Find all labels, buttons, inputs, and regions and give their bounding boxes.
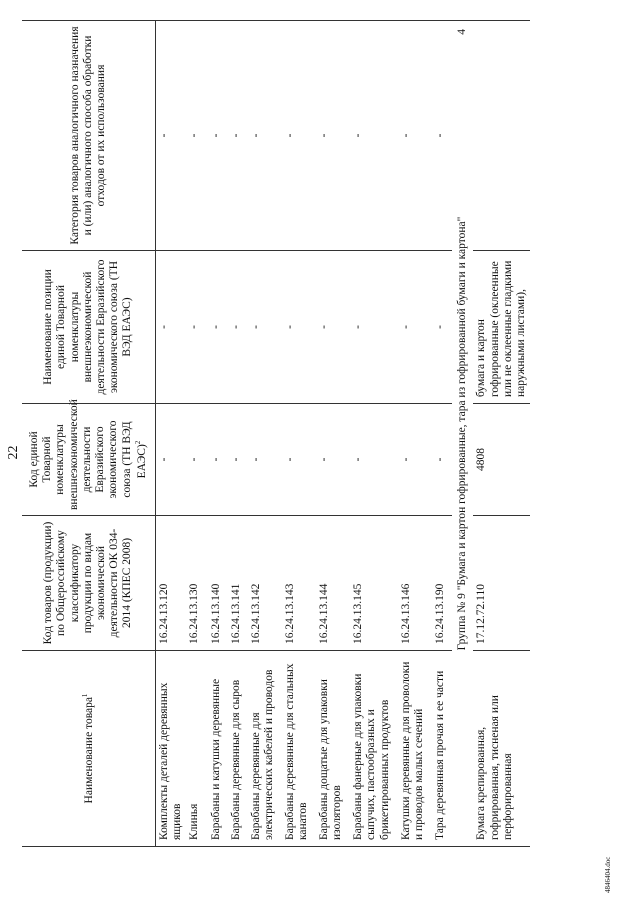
cell-name: Барабаны деревянные для электрических кабелей и проводов: [248, 651, 282, 847]
table-row: [208, 21, 228, 847]
cell-category: -: [398, 21, 432, 251]
cell-okpd: 16.24.13.145: [350, 516, 398, 651]
cell-category: -: [186, 21, 208, 251]
cell-tnved-name: -: [398, 251, 432, 404]
cell-category: -: [350, 21, 398, 251]
group-column-number: 4: [456, 29, 469, 35]
cell-tnved-code: -: [282, 404, 316, 516]
group-cell: [452, 21, 473, 847]
cell-okpd: 16.24.13.142: [248, 516, 282, 651]
table-body: [155, 21, 530, 847]
cell-okpd: 16.24.13.141: [228, 516, 248, 651]
cell-category: -: [316, 21, 350, 251]
cell-category: -: [155, 21, 186, 251]
header-name-footnote: 1: [80, 693, 89, 698]
table-row: [186, 21, 208, 847]
cell-tnved-name: -: [248, 251, 282, 404]
goods-table: [22, 20, 530, 847]
cell-name: Барабаны деревянные для сыров: [228, 651, 248, 847]
cell-name: Барабаны дощатые для упаковки изоляторов: [316, 651, 350, 847]
cell-tnved-name: бумага и картон гофрированные (оклеенные или не оклеенные гладкими наружными листами),: [473, 251, 530, 404]
cell-category: -: [282, 21, 316, 251]
cell-name: Барабаны фанерные для упаковки сыпучих, пастообразных и брикетированных продуктов: [350, 651, 398, 847]
file-name: 4846404.doc: [604, 856, 612, 893]
cell-tnved-code: -: [316, 404, 350, 516]
cell-category: [473, 21, 530, 251]
cell-tnved-name: -: [432, 251, 452, 404]
cell-category: -: [248, 21, 282, 251]
cell-name: Катушки деревянные для проволоки и проводов малых сечений: [398, 651, 432, 847]
cell-category: -: [228, 21, 248, 251]
table-row: [432, 21, 452, 847]
cell-name: Клинья: [186, 651, 208, 847]
cell-tnved-code: 4808: [473, 404, 530, 516]
header-tnved-name: Наименование позиции единой Товарной номенклатуры внешнеэкономической деятельности Евразийского экономического союза (ТН ВЭД ЕАЭС): [22, 251, 155, 404]
header-name: [22, 651, 155, 847]
table-header-row: [22, 21, 155, 847]
cell-tnved-code: -: [398, 404, 432, 516]
cell-name: Тара деревянная прочая и ее части: [432, 651, 452, 847]
table-row: [155, 21, 186, 847]
table-row: [398, 21, 432, 847]
cell-tnved-code: -: [155, 404, 186, 516]
header-tnved-code-text: Код единой Товарной номенклатуры внешнеэкономической деятельности Евразийского экономического союза (ТН ВЭД ЕАЭС): [28, 399, 148, 510]
group-row: [452, 21, 473, 847]
table-row: [282, 21, 316, 847]
cell-okpd: 16.24.13.130: [186, 516, 208, 651]
cell-tnved-code: -: [208, 404, 228, 516]
cell-tnved-name: -: [208, 251, 228, 404]
cell-tnved-name: -: [186, 251, 208, 404]
cell-tnved-name: -: [155, 251, 186, 404]
cell-category: -: [208, 21, 228, 251]
cell-tnved-code: -: [350, 404, 398, 516]
cell-tnved-name: -: [282, 251, 316, 404]
header-tnved-footnote: 2: [133, 440, 142, 445]
cell-name: Комплекты деталей деревянных ящиков: [155, 651, 186, 847]
table-row: [473, 21, 530, 847]
table-row: [316, 21, 350, 847]
cell-name: Барабаны и катушки деревянные: [208, 651, 228, 847]
header-name-text: Наименование товара: [82, 697, 95, 804]
cell-okpd: 17.12.72.110: [473, 516, 530, 651]
cell-tnved-code: -: [432, 404, 452, 516]
cell-name: Барабаны деревянные для стальных канатов: [282, 651, 316, 847]
cell-name: Бумага крепированная, гофрированная, тисненая или перфорированная: [473, 651, 530, 847]
table-row: [228, 21, 248, 847]
group-title: Группа № 9 "Бумага и картон гофрированные, тара из гофрированной бумаги и картона": [456, 216, 469, 651]
cell-tnved-code: -: [228, 404, 248, 516]
header-tnved-code: [22, 399, 155, 516]
cell-okpd: 16.24.13.143: [282, 516, 316, 651]
header-okpd: Код товаров (продукции) по Общероссийскому классификатору продукции по видам экономической деятельности ОК 034-2014 (КПЕС 2008): [22, 516, 155, 651]
cell-okpd: 16.24.13.146: [398, 516, 432, 651]
cell-category: -: [432, 21, 452, 251]
cell-tnved-code: -: [248, 404, 282, 516]
cell-okpd: 16.24.13.144: [316, 516, 350, 651]
cell-okpd: 16.24.13.190: [432, 516, 452, 651]
header-category: Категория товаров аналогичного назначения и (или) аналогичного способа обработки отходов от их использования: [22, 21, 155, 251]
table-row: [248, 21, 282, 847]
page-number: 22: [6, 445, 21, 460]
table-row: [350, 21, 398, 847]
cell-tnved-code: -: [186, 404, 208, 516]
cell-tnved-name: -: [316, 251, 350, 404]
cell-tnved-name: -: [228, 251, 248, 404]
cell-okpd: 16.24.13.120: [155, 516, 186, 651]
cell-okpd: 16.24.13.140: [208, 516, 228, 651]
cell-tnved-name: -: [350, 251, 398, 404]
